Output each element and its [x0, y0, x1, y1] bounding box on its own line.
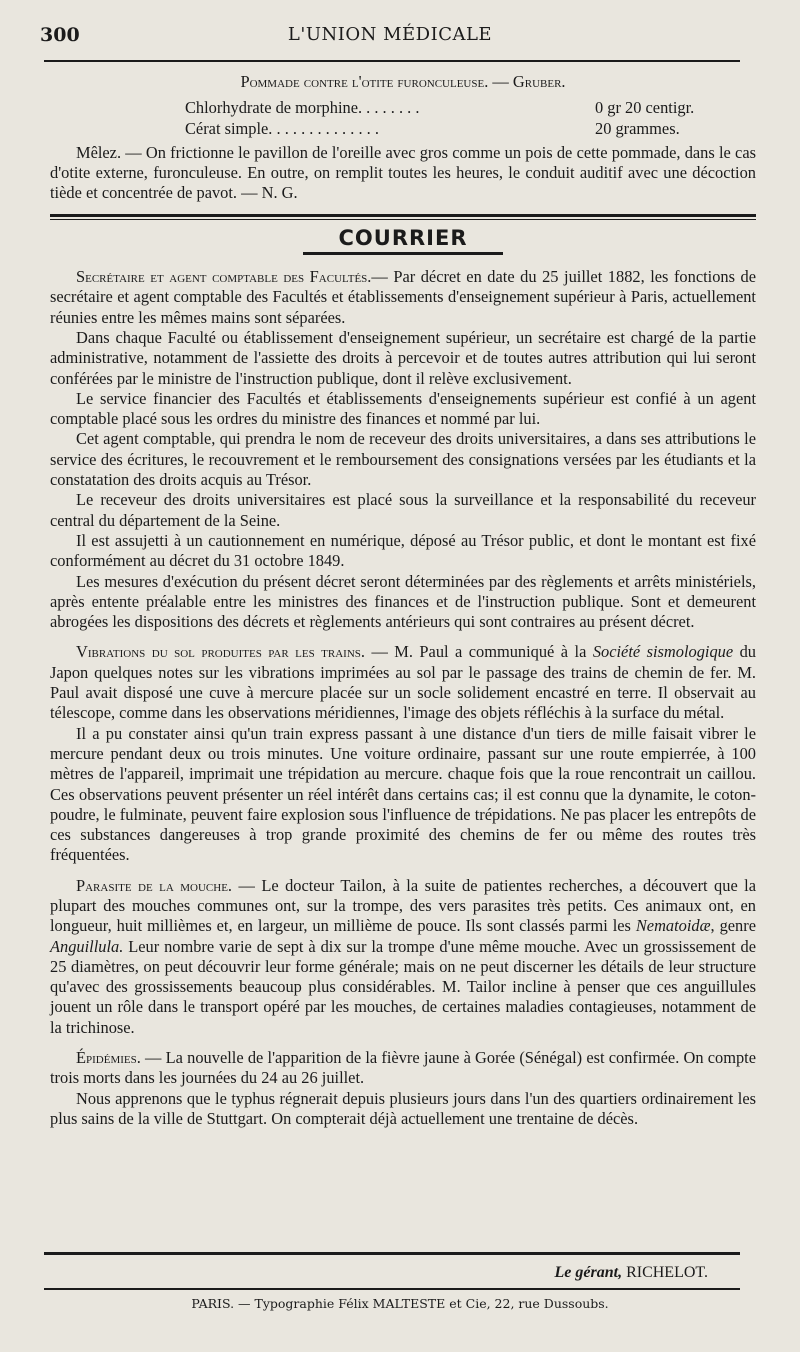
article-epidemies — [50, 1048, 756, 1089]
section-title: COURRIER — [338, 225, 468, 250]
recipe-ingredients — [50, 98, 756, 139]
paragraph: Il est assujetti à un cautionnement en numérique, déposé au Trésor public, et dont le montant est fixé conformément au décret du 31 octobre 1849. — [50, 530, 756, 571]
header-rule — [44, 60, 740, 62]
article-text: , genre — [710, 916, 756, 936]
society-name: Société sismologique — [592, 642, 734, 662]
article-text: — M. Paul a communiqué à la — [364, 642, 593, 662]
printer-imprint: PARIS. — Typographie Félix MALTESTE et Cie, 22, rue Dussoubs. — [191, 1296, 609, 1311]
article-heading: Secrétaire et agent comptable des Facultés. — [76, 267, 372, 287]
section-divider — [50, 214, 756, 220]
paragraph: Le receveur des droits universitaires est placé sous la surveillance et la responsabilité du receveur central du département de la Seine. — [50, 490, 756, 530]
article-parasite — [50, 876, 756, 1038]
recipe-title: Pommade contre l'otite furonculeuse. — Gruber. — [240, 72, 566, 91]
ingredient-dose: 20 grammes. — [595, 118, 680, 138]
spacer — [50, 1038, 756, 1048]
paragraph: Il a pu constater ainsi qu'un train express passant à une distance d'un tiers de mille faisait vibrer le mercure pendant deux ou trois minutes. Une voiture ordinaire, passant sur une route empierrée, à 100 mètres de l'appareil, imprimait une trépidation au mercure. chaque fois que la roue rencontrait un caillou. Ces observations peuvent présenter un réel intérêt dans certains cas; il est connu que la dynamite, le coton-poudre, le fulminate, peuvent faire explosion sous l'influence de trépidations. Ne pas placer les entrepôts de ces substances dangereuses à trop grande proximité des chemins de fer ou même des routes très fréquentées. — [50, 723, 756, 865]
article-text: du Japon quelques notes sur les vibrations imprimées au sol par le passage des trains de chemin de fer. M. Paul avait disposé une cuve à mercure placée sur un socle solidement encastré en terre. Il observait au télescope, comme dans les observations méridiennes, l'image des objets réfléchis à la surface du métal. — [50, 642, 756, 723]
ingredient-name: Chlorhydrate de morphine. . . . . . . . — [185, 98, 420, 118]
signature — [555, 1264, 708, 1282]
page-number: 300 — [40, 24, 80, 46]
article-text: — Le docteur Tailon, à la suite de patientes recherches, a découvert que la plupart des mouches communes ont, sur la trompe, des vers parasites très petits. Ces animaux ont, en longueur, huit millièmes et, en largeur, un millième de pouce. Ils sont classés parmi les — [50, 875, 757, 936]
page-content — [50, 72, 756, 1129]
signature-label: Le gérant, — [554, 1264, 623, 1281]
journal-title: L'UNION MÉDICALE — [287, 24, 493, 45]
footer-rule-bottom — [44, 1288, 740, 1290]
paragraph: Nous apprenons que le typhus régnerait depuis plusieurs jours dans l'un des quartiers ordinairement les plus sains de la ville de Stuttgart. On compterait déjà actuellement une trentaine de décès. — [50, 1088, 756, 1128]
footer-rule-top — [44, 1252, 740, 1255]
ingredient-dose: 0 gr 20 centigr. — [595, 98, 695, 118]
recipe-instructions: Mêlez. — On frictionne le pavillon de l'oreille avec gros comme un pois de cette pommade, dans le cas d'otite externe, furonculeuse. En outre, on remplit toutes les heures, le conduit auditif avec une décoction tiède et concentrée de pavot. — N. G. — [50, 142, 756, 203]
paragraph: Dans chaque Faculté ou établissement d'enseignement supérieur, un secrétaire est chargé de la partie administrative, notamment de l'assiette des droits à percevoir et de toutes autres attribution qui lui seront conférées par le ministre de l'instruction publique, dont il relève exclusivement. — [50, 327, 756, 388]
article-heading: Vibrations du sol produites par les trains. — [76, 642, 365, 662]
taxon-genus: Anguillula. — [50, 936, 124, 956]
article-text: — La nouvelle de l'apparition de la fièvre jaune à Gorée (Sénégal) est confirmée. On compte trois morts dans les journées du 24 au 26 juillet. — [50, 1048, 756, 1088]
page-header — [40, 24, 740, 54]
ingredient-row — [50, 98, 745, 118]
paragraph: Les mesures d'exécution du présent décret seront déterminées par des règlements et arrêts ministériels, après entente préalable entre les ministres des finances et de l'instruction publique. Sont et demeurent abrogées les dispositions des décrets et règlements antérieurs qui sont contraires au présent décret. — [50, 571, 756, 632]
article-secretaire — [50, 267, 756, 328]
article-text: — Par décret en date du 25 juillet 1882, les fonctions de secrétaire et agent comptable des Facultés et établissements d'enseignement supérieur à Paris, actuellement réunies entre les mêmes mains sont séparées. — [50, 267, 756, 327]
taxon-family: Nematoidæ — [635, 916, 711, 936]
paragraph: Cet agent comptable, qui prendra le nom de receveur des droits universitaires, a dans ses attributions le service des écritures, le recouvrement et le remboursement des consignations versées par les étudiants et la constatation des droits acquis au Trésor. — [50, 429, 756, 490]
ingredient-row — [50, 119, 745, 139]
spacer — [50, 632, 756, 642]
spacer — [50, 866, 756, 876]
article-vibrations — [50, 642, 756, 723]
article-heading: Parasite de la mouche. — [76, 875, 233, 895]
signature-name: RICHELOT. — [626, 1264, 708, 1281]
article-heading: Épidémies. — [76, 1048, 141, 1068]
ingredient-name: Cérat simple. . . . . . . . . . . . . . — [185, 118, 379, 138]
paragraph: Le service financier des Facultés et établissements d'enseignements supérieur est confié à un agent comptable placé sous les ordres du ministre des finances et nommé par lui. — [50, 388, 756, 429]
section-title-underline — [303, 252, 503, 255]
article-text: Leur nombre varie de sept à dix sur la trompe d'une même mouche. Avec un grossissement de 25 diamètres, on peut découvrir leur forme générale; mais on ne peut discerner les détails de leur structure qu'avec des grossissements beaucoup plus considérables. M. Tailor incline à penser que ces anguillules jouent un rôle dans le transport opéré par les mouches, de certaines maladies contagieuses, notamment de la trichinose. — [50, 936, 756, 1037]
